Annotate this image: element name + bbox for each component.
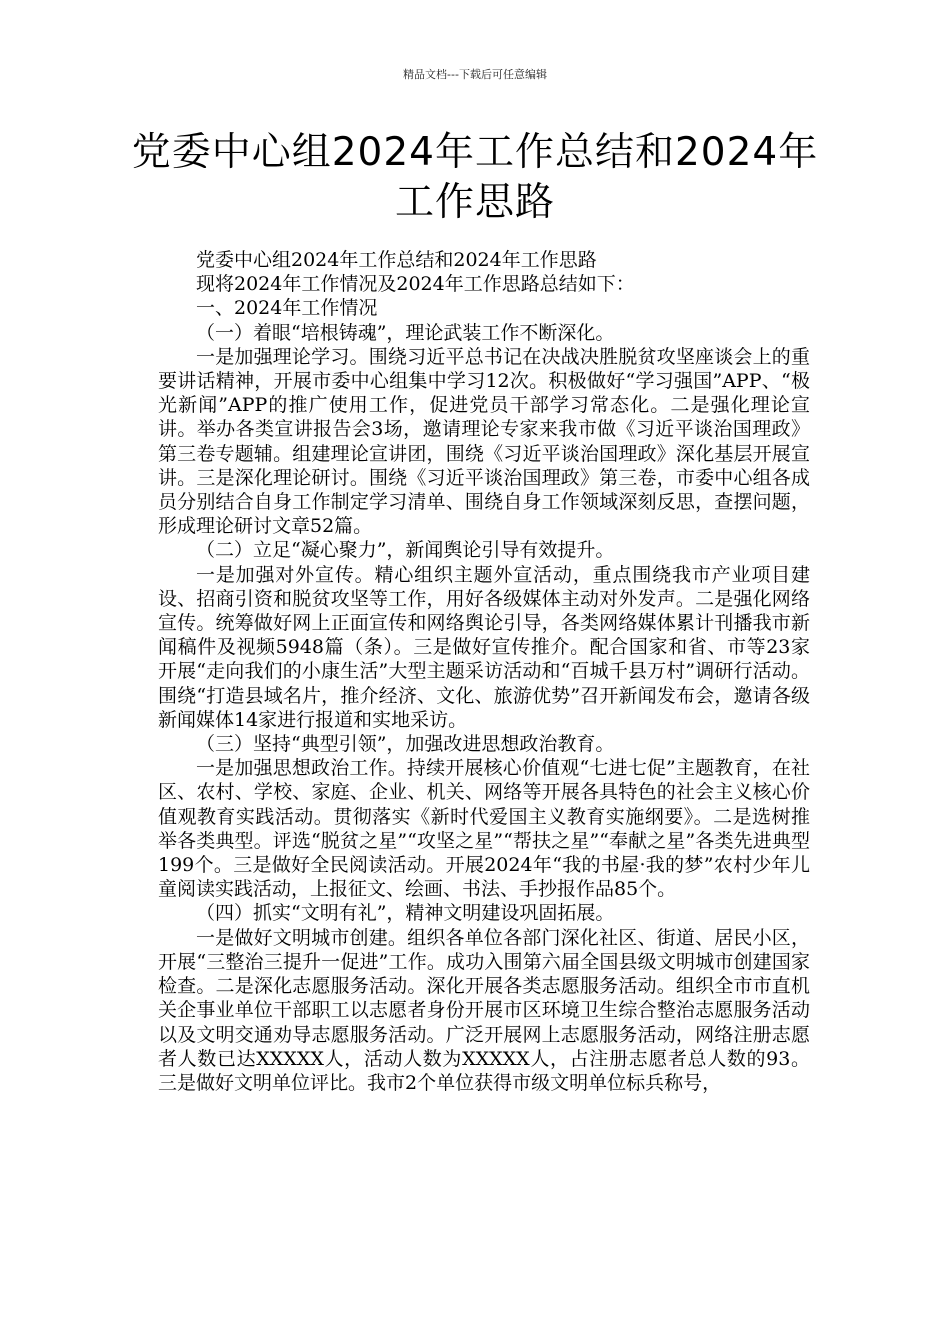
paragraph: 一是做好文明城市创建。组织各单位各部门深化社区、街道、居民小区，开展“三整治三提升一促进”工作。成功入围第六届全国县级文明城市创建国家检查。二是深化志愿服务活动。深化开展各类志愿服务活动。组织全市市直机关企事业单位干部职工以志愿者身份开展市区环境卫生综合整治志愿服务活动以及文明交通劝导志愿服务活动。广泛开展网上志愿服务活动，网络注册志愿者人数已达XXXXX人，活动人数为XXXXX人，占注册志愿者总人数的93。三是做好文明单位评比。我市2个单位获得市级文明单位标兵称号，: [158, 926, 810, 1094]
paragraph: 现将2024年工作情况及2024年工作思路总结如下：: [196, 273, 635, 296]
paragraph: 一是加强理论学习。围绕习近平总书记在决战决胜脱贫攻坚座谈会上的重要讲话精神，开展市委中心组集中学习12次。积极做好“学习强国”APP、“极光新闻”APP的推广使用工作，促进党员干部学习常态化。二是强化理论宣讲。举办各类宣讲报告会3场，邀请理论专家来我市做《习近平谈治国理政》第三卷专题辅。组建理论宣讲团，围绕《习近平谈治国理政》深化基层开展宣讲。三是深化理论研讨。围绕《习近平谈治国理政》第三卷，市委中心组各成员分别结合自身工作制定学习清单、围绕自身工作领域深刻反思，查摆问题，形成理论研讨文章52篇。: [158, 345, 810, 538]
section-heading: 一、2024年工作情况: [196, 297, 378, 320]
paragraph: 一是加强对外宣传。精心组织主题外宣活动，重点围绕我市产业项目建设、招商引资和脱贫攻坚等工作，用好各级媒体主动对外发声。二是强化网络宣传。统筹做好网上正面宣传和网络舆论引导，各类网络媒体累计刊播我市新闻稿件及视频5948篇（条）。三是做好宣传推介。配合国家和省、市等23家开展“走向我们的小康生活”大型主题采访活动和“百城千县万村”调研行活动。围绕“打造县域名片，推介经济、文化、旅游优势”召开新闻发布会，邀请各级新闻媒体14家进行报道和实地采访。: [158, 563, 810, 731]
paragraph: 党委中心组2024年工作总结和2024年工作思路: [196, 249, 597, 271]
document-title: 党委中心组2024年工作总结和2024年工作思路: [131, 130, 819, 225]
page-header-note: 精品文档---下载后可任意编辑: [403, 68, 547, 81]
document-body: [158, 248, 810, 1095]
subsection-heading: （三）坚持“典型引领”，加强改进思想政治教育。: [196, 733, 615, 756]
subsection-heading: （四）抓实“文明有礼”，精神文明建设巩固拓展。: [196, 902, 615, 925]
subsection-heading: （二）立足“凝心聚力”，新闻舆论引导有效提升。: [196, 539, 615, 562]
paragraph: 一是加强思想政治工作。持续开展核心价值观“七进七促”主题教育，在社区、农村、学校、家庭、企业、机关、网络等开展各具特色的社会主义核心价值观教育实践活动。贯彻落实《新时代爱国主义教育实施纲要》。二是选树推举各类典型。评选“脱贫之星”“攻坚之星”“帮扶之星”“奉献之星”各类先进典型199个。三是做好全民阅读活动。开展2024年“我的书屋·我的梦”农村少年儿童阅读实践活动，上报征文、绘画、书法、手抄报作品85个。: [158, 757, 810, 901]
subsection-heading: （一）着眼“培根铸魂”，理论武装工作不断深化。: [196, 321, 615, 344]
